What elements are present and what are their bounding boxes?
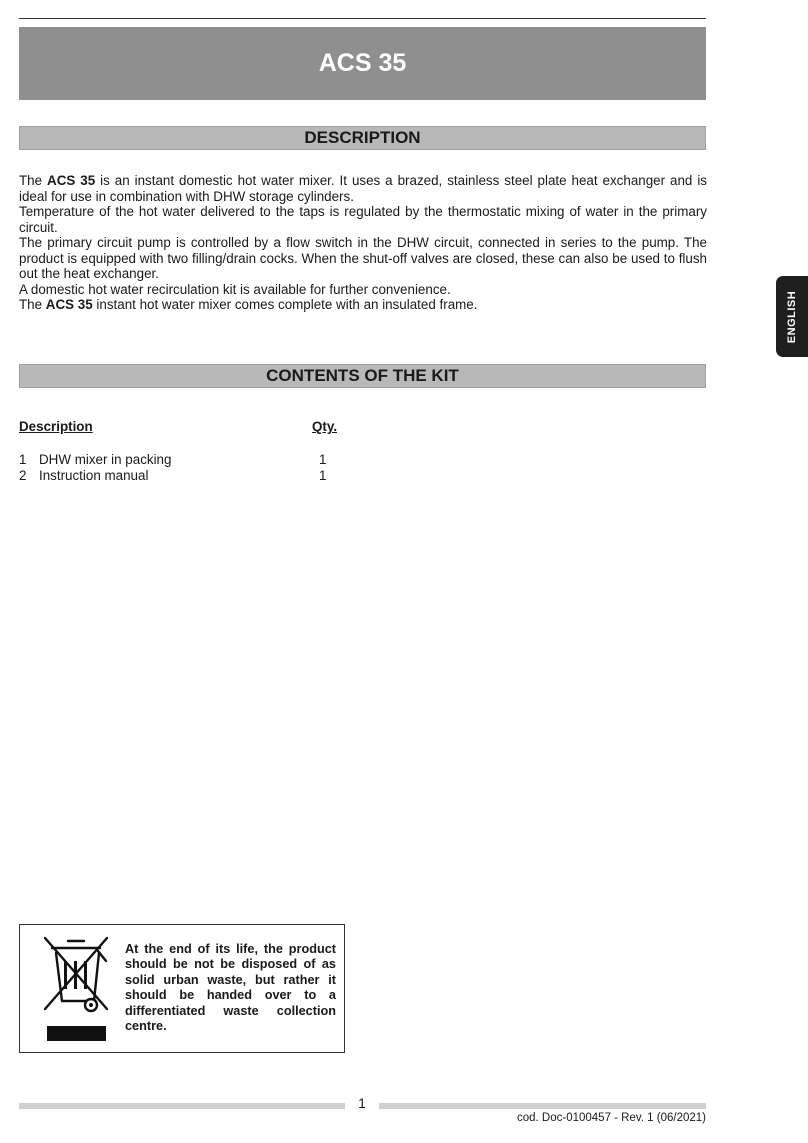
top-rule	[19, 18, 706, 19]
kit-item-description: Instruction manual	[39, 468, 149, 483]
document-code: cod. Doc-0100457 - Rev. 1 (06/2021)	[516, 1112, 706, 1124]
description-paragraph-3: The primary circuit pump is controlled by a flow switch in the DHW circuit, connected in series to the pump. The product is equipped with two filling/drain cocks. When the shut-off valves are closed, these can also be used to flush out the heat exchanger.	[19, 235, 707, 281]
language-tab	[776, 276, 808, 357]
crossed-out-wheelie-bin-icon	[42, 935, 110, 1017]
section-heading-description	[19, 126, 706, 150]
text-run: The	[19, 297, 46, 312]
title-band	[19, 27, 706, 100]
description-paragraph-5	[19, 297, 707, 313]
kit-item-number: 1	[19, 452, 27, 467]
text-run: is an instant domestic hot water mixer. It uses a brazed, stainless steel plate heat exchanger and is ideal for use in combination with DHW storage cylinders.	[19, 173, 708, 204]
description-paragraph-2: Temperature of the hot water delivered to the taps is regulated by the thermostatic mixing of water in the primary circuit.	[19, 204, 707, 235]
section-heading-kit	[19, 364, 706, 388]
description-paragraph-4: A domestic hot water recirculation kit is available for further convenience.	[19, 281, 451, 297]
kit-column-qty: Qty.	[312, 419, 338, 434]
footer-rule-right	[379, 1103, 706, 1109]
page-number: 1	[358, 1095, 366, 1111]
description-paragraph-1	[19, 173, 707, 204]
disposal-notice	[19, 924, 345, 1053]
kit-item-number: 2	[19, 468, 27, 483]
kit-item-description: DHW mixer in packing	[39, 452, 172, 467]
product-name: ACS 35	[47, 173, 96, 188]
description-body	[19, 173, 707, 313]
section-heading-label: CONTENTS OF THE KIT	[266, 366, 459, 385]
text-run: instant hot water mixer comes complete with an insulated frame.	[92, 297, 478, 312]
product-name: ACS 35	[45, 297, 93, 312]
language-tab-label: ENGLISH	[786, 290, 798, 343]
kit-item-qty: 1	[319, 452, 327, 467]
separate-collection-bar	[47, 1026, 106, 1041]
disposal-text: At the end of its life, the product should be not be disposed of as solid urban waste, but rather it should be handed over to a differentiated waste collection centre.	[125, 942, 336, 1034]
kit-column-description: Description	[19, 419, 93, 434]
page-title: ACS 35	[318, 49, 407, 77]
kit-item-qty: 1	[319, 468, 327, 483]
text-run: The	[19, 173, 48, 188]
section-heading-label: DESCRIPTION	[304, 128, 421, 147]
footer-rule-left	[19, 1103, 345, 1109]
